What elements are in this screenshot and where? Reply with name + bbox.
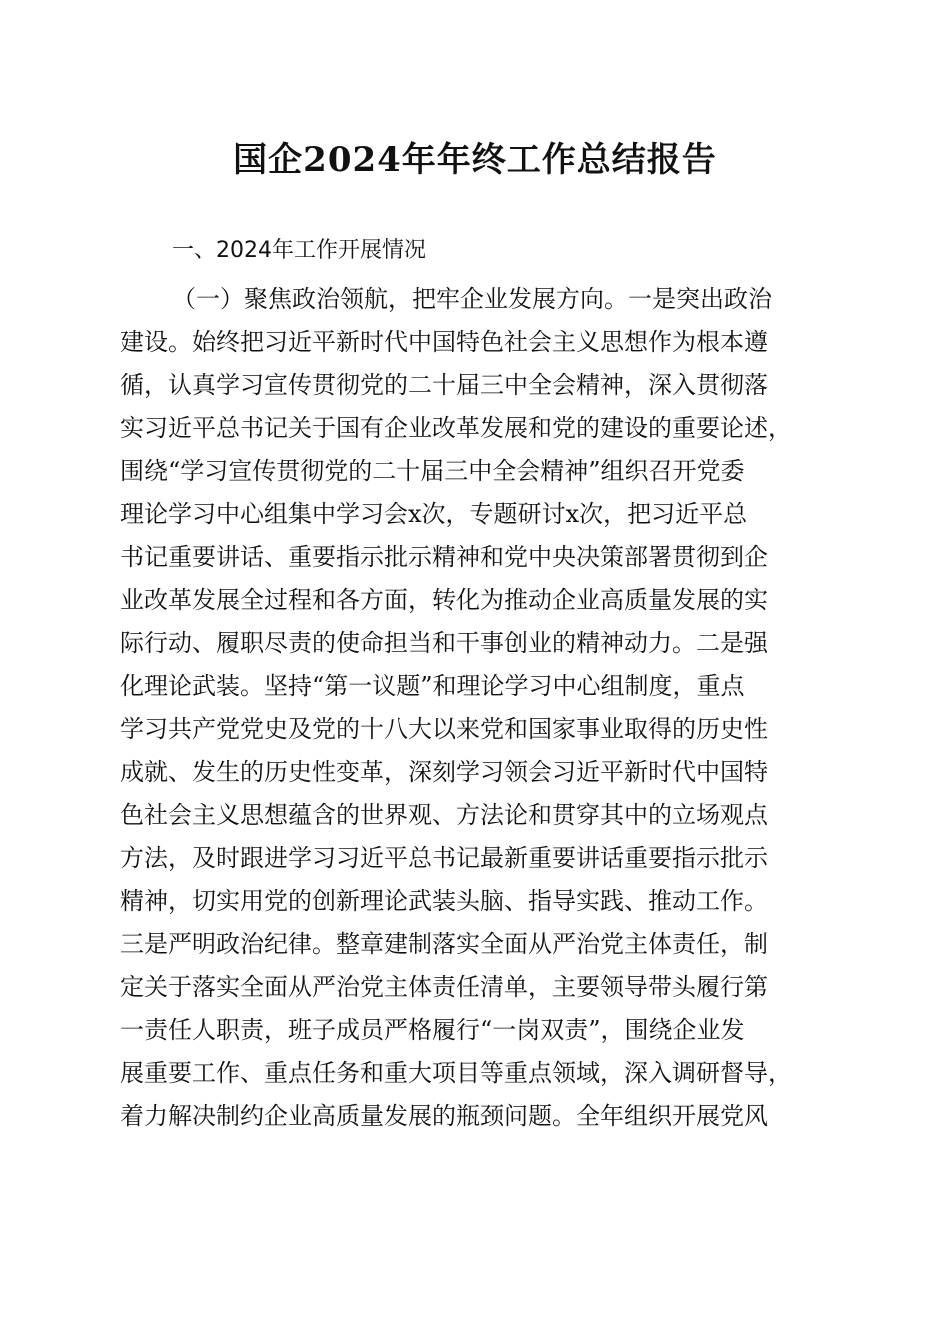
body-line: 书记重要讲话、重要指示批示精神和党中央决策部署贯彻到企	[120, 543, 768, 571]
body-line: 理论学习中心组集中学习会x次，专题研讨x次，把习近平总	[120, 500, 748, 528]
body-line: 学习共产党党史及党的十八大以来党和国家事业取得的历史性	[120, 715, 768, 743]
body-line: 成就、发生的历史性变革，深刻学习领会习近平新时代中国特	[120, 758, 768, 786]
body-line: 化理论武装。坚持“第一议题”和理论学习中心组制度，重点	[120, 672, 745, 700]
body-line: 展重要工作、重点任务和重大项目等重点领域，深入调研督导，	[120, 1059, 792, 1087]
body-line: 业改革发展全过程和各方面，转化为推动企业高质量发展的实	[120, 586, 768, 614]
body-line: 精神，切实用党的创新理论武装头脑、指导实践、推动工作。	[120, 887, 768, 915]
body-line: 循，认真学习宣传贯彻党的二十届三中全会精神，深入贯彻落	[120, 371, 768, 399]
body-line: （一）聚焦政治领航，把牢企业发展方向。一是突出政治	[172, 285, 772, 313]
body-line: 方法，及时跟进学习习近平总书记最新重要讲话重要指示批示	[120, 844, 768, 872]
body-line: 围绕“学习宣传贯彻党的二十届三中全会精神”组织召开党委	[120, 457, 745, 485]
body-line: 际行动、履职尽责的使命担当和干事创业的精神动力。二是强	[120, 629, 768, 657]
body-line: 色社会主义思想蕴含的世界观、方法论和贯穿其中的立场观点	[120, 801, 768, 829]
body-line: 着力解决制约企业高质量发展的瓶颈问题。全年组织开展党风	[120, 1102, 768, 1130]
body-line: 建设。始终把习近平新时代中国特色社会主义思想作为根本遵	[120, 328, 768, 356]
body-line: 定关于落实全面从严治党主体责任清单，主要领导带头履行第	[120, 973, 768, 1001]
document-title: 国企2024年年终工作总结报告	[233, 140, 717, 180]
section-heading: 一、2024年工作开展情况	[172, 238, 426, 263]
body-line: 实习近平总书记关于国有企业改革发展和党的建设的重要论述，	[120, 414, 792, 442]
body-line: 三是严明政治纪律。整章建制落实全面从严治党主体责任，制	[120, 930, 768, 958]
body-line: 一责任人职责，班子成员严格履行“一岗双责”，围绕企业发	[120, 1016, 745, 1044]
